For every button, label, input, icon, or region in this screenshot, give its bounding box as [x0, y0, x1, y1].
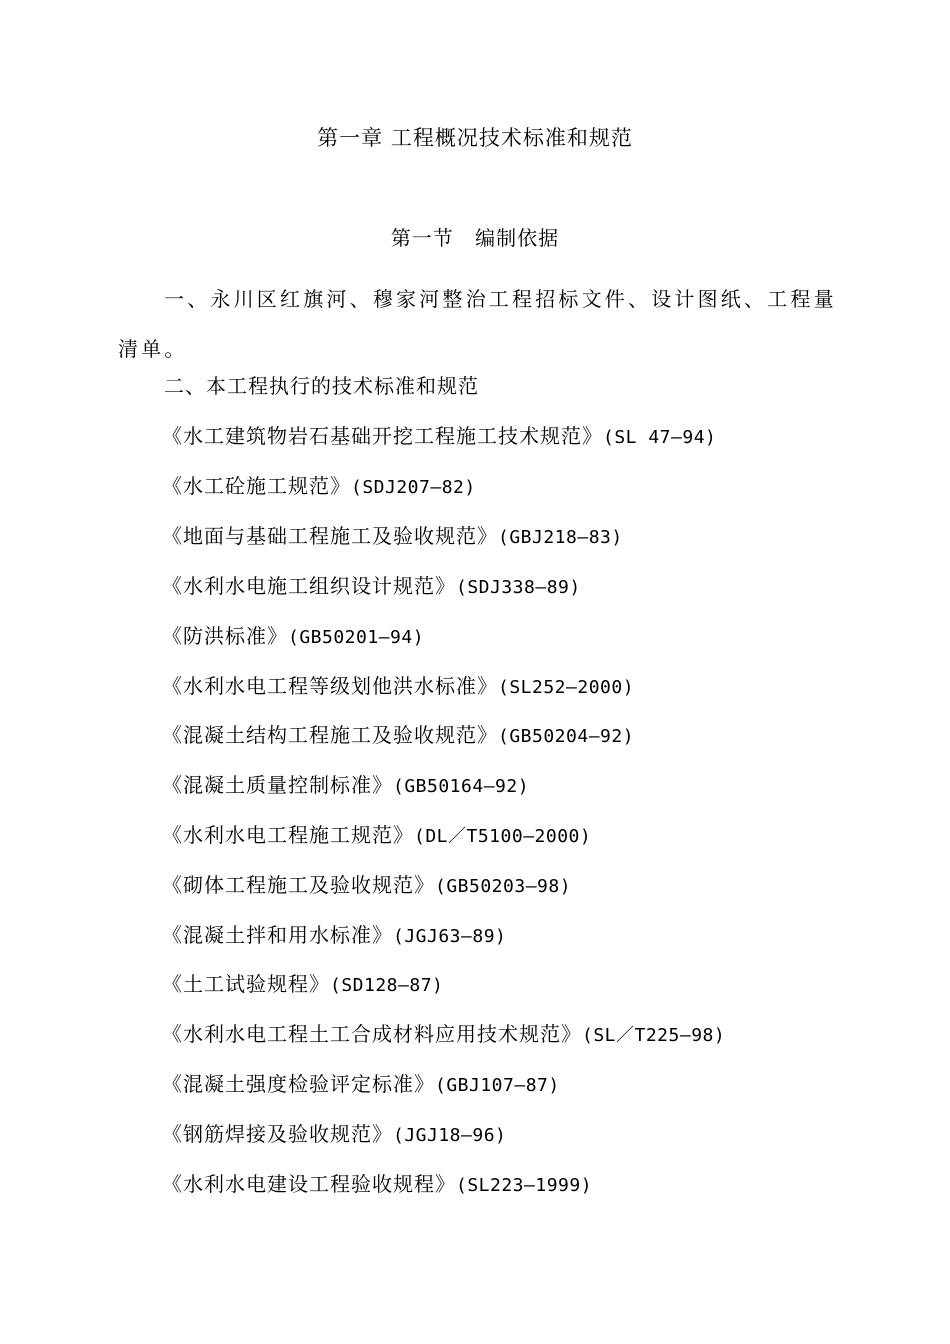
standard-item	[162, 1020, 725, 1050]
standard-item	[162, 871, 571, 901]
standard-item	[162, 522, 623, 552]
standard-code: (SL252—2000)	[498, 677, 635, 698]
standard-name: 《砌体工程施工及验收规范》	[162, 873, 435, 897]
standard-code: (GB50204—92)	[498, 726, 635, 747]
standard-item	[162, 472, 476, 502]
standard-item	[162, 572, 581, 602]
standard-code: (GB50203—98)	[435, 876, 572, 897]
standard-code: (GBJ107—87)	[435, 1075, 560, 1096]
standard-code: (SDJ207—82)	[351, 477, 476, 498]
standard-name: 《水利水电工程等级划他洪水标准》	[162, 674, 498, 698]
basis-item-2: 二、本工程执行的技术标准和规范	[164, 374, 479, 398]
standard-item	[162, 721, 634, 751]
standard-item	[162, 622, 424, 652]
standard-item	[162, 672, 634, 702]
standard-name: 《水利水电工程施工规范》	[162, 823, 414, 847]
standard-name: 《水工建筑物岩石基础开挖工程施工技术规范》	[162, 424, 603, 448]
standard-item	[162, 771, 529, 801]
standard-code: (DL／T5100—2000)	[414, 826, 592, 847]
standard-item	[162, 422, 716, 452]
standard-name: 《混凝土强度检验评定标准》	[162, 1072, 435, 1096]
standard-code: (SL 47—94)	[603, 427, 717, 448]
standard-name: 《混凝土质量控制标准》	[162, 773, 393, 797]
standard-code: (SD128—87)	[330, 975, 444, 996]
standard-name: 《水利水电施工组织设计规范》	[162, 574, 456, 598]
standard-code: (SDJ338—89)	[456, 577, 581, 598]
standard-name: 《水利水电建设工程验收规程》	[162, 1172, 456, 1196]
standard-name: 《水利水电工程土工合成材料应用技术规范》	[162, 1022, 582, 1046]
standard-name: 《地面与基础工程施工及验收规范》	[162, 524, 498, 548]
standard-code: (GBJ218—83)	[498, 527, 623, 548]
standard-code: (SL223—1999)	[456, 1175, 593, 1196]
chapter-title: 第一章 工程概况技术标准和规范	[317, 126, 633, 150]
standard-name: 《土工试验规程》	[162, 972, 330, 996]
standard-code: (GB50201—94)	[288, 627, 425, 648]
standard-name: 《钢筋焊接及验收规范》	[162, 1122, 393, 1146]
basis-item-1: 一、永川区红旗河、穆家河整治工程招标文件、设计图纸、工程量清单。	[118, 287, 837, 361]
standard-item	[162, 970, 443, 1000]
standard-code: (SL／T225—98)	[582, 1025, 726, 1046]
standard-item	[162, 1070, 560, 1100]
standard-name: 《混凝土结构工程施工及验收规范》	[162, 723, 498, 747]
standard-item	[162, 821, 591, 851]
standard-code: (JGJ18—96)	[393, 1125, 507, 1146]
standard-name: 《水工砼施工规范》	[162, 474, 351, 498]
standard-item	[162, 1120, 506, 1150]
standard-item	[162, 921, 506, 951]
standard-name: 《防洪标准》	[162, 624, 288, 648]
standard-code: (JGJ63—89)	[393, 926, 507, 947]
standard-item	[162, 1170, 592, 1200]
standard-code: (GB50164—92)	[393, 776, 530, 797]
section-title: 第一节 编制依据	[390, 226, 560, 250]
standard-name: 《混凝土拌和用水标准》	[162, 923, 393, 947]
